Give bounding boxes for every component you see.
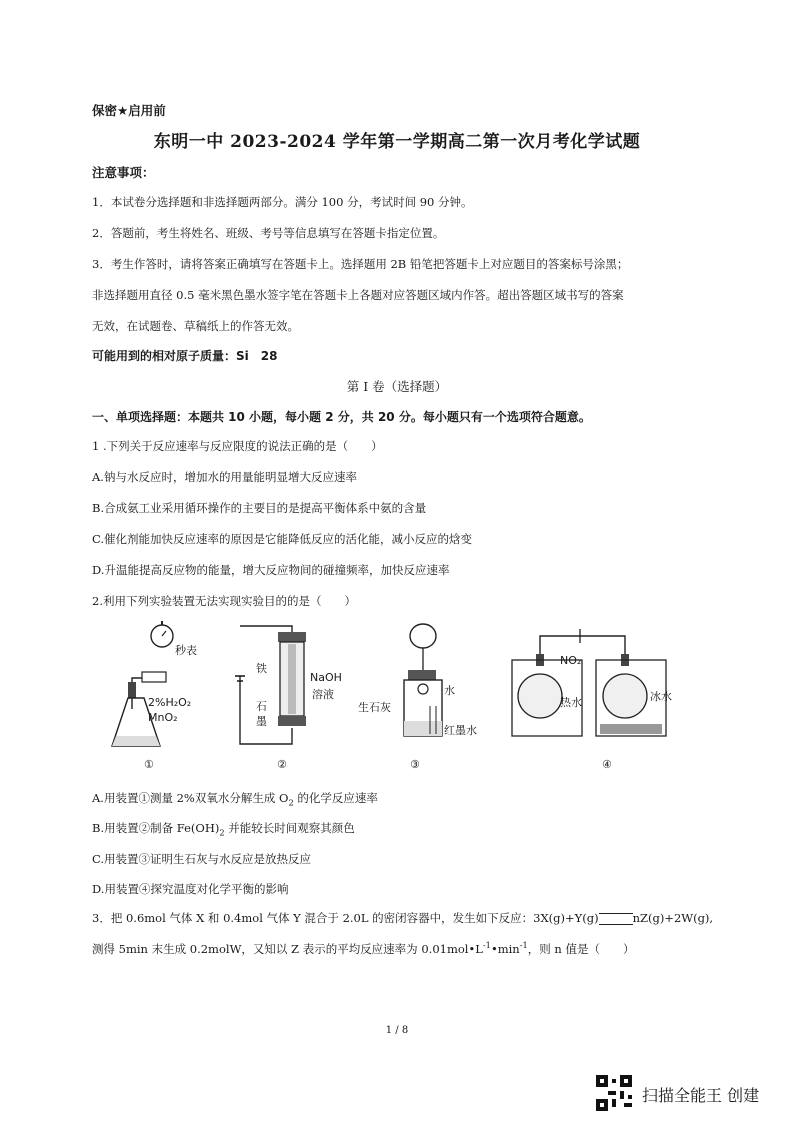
graphite-label-1: 石	[256, 700, 267, 713]
naoh-label: NaOH	[310, 671, 342, 684]
h2o2-label: 2%H₂O₂	[148, 696, 192, 709]
question-2-stem: 2.利用下列实验装置无法实现实验目的的是（ ）	[92, 594, 356, 608]
question-2-option-c: C.用装置③证明生石灰与水反应是放热反应	[92, 852, 312, 866]
quicklime-label: 生石灰	[358, 701, 391, 714]
question-1-option-a: A.钠与水反应时，增加水的用量能明显增大反应速率	[92, 470, 357, 484]
equilibrium-arrow	[599, 913, 633, 925]
question-3-line-1: 3．把 0.6mol 气体 X 和 0.4mol 气体 Y 混合于 2.0L 的密闭容器中，发生如下反应：3X(g)+Y(g) nZ(g)+2W(g),	[92, 911, 714, 925]
stopwatch-label: 秒表	[175, 644, 197, 657]
note-item: 非选择题用直径 0.5 毫米黑色墨水签字笔在答题卡上各题对应答题区域内作答。超出答题区域书写的答案	[92, 288, 624, 302]
apparatus-3-drawing	[356, 616, 486, 776]
water-label: 水	[444, 684, 455, 697]
question-2-option-d: D.用装置④探究温度对化学平衡的影响	[92, 882, 289, 896]
question-3-line-2: 测得 5min 末生成 0.2molW，又知以 Z 表示的平均反应速率为 $0.01mol•L^{-1}•\min^{-1}$，则 n 值是（ ）	[92, 940, 635, 956]
apparatus-2	[232, 616, 342, 776]
exam-title: 东明一中 2023-2024 学年第一学期高二第一次月考化学试题	[153, 132, 641, 152]
section-heading: 一、单项选择题：本题共 10 小题，每小题 2 分，共 20 分。每小题只有一个选项符合题意。	[92, 410, 591, 424]
note-item: 3．考生作答时，请将答案正确填写在答题卡上。选择题用 2B 铅笔把答题卡上对应题目的答案标号涂黑；	[92, 257, 629, 271]
question-1-stem: 1 .下列关于反应速率与反应限度的说法正确的是（ ）	[92, 439, 383, 453]
hot-water-label: 热水	[560, 696, 582, 709]
no2-label: NO₂	[560, 654, 582, 667]
qr-code-icon	[596, 1075, 632, 1111]
apparatus-1	[110, 616, 230, 776]
figure-number-1: ①	[144, 758, 154, 771]
page-number: 1 / 8	[385, 1025, 409, 1036]
ice-water-label: 冰水	[650, 690, 672, 703]
part-one-title: 第 I 卷（选择题）	[346, 379, 448, 394]
scanner-watermark: 扫描全能王 创建	[642, 1086, 760, 1105]
figure-number-2: ②	[277, 758, 287, 771]
question-1-option-d: D.升温能提高反应物的能量，增大反应物间的碰撞频率，加快反应速率	[92, 563, 450, 577]
question-2-option-a: A.用装置①测量 2%双氧水分解生成 $O_2$ 的化学反应速率	[92, 791, 378, 808]
note-item: 无效，在试题卷、草稿纸上的作答无效。	[92, 319, 299, 333]
note-item: 1．本试卷分选择题和非选择题两部分。满分 100 分，考试时间 90 分钟。	[92, 195, 473, 209]
note-item: 2．答题前，考生将姓名、班级、考号等信息填写在答题卡指定位置。	[92, 226, 445, 240]
question-1-option-c: C.催化剂能加快反应速率的原因是它能降低反应的活化能，减小反应的焓变	[92, 532, 473, 546]
iron-label: 铁	[256, 662, 267, 675]
apparatus-4	[510, 616, 700, 776]
notes-heading: 注意事项：	[92, 165, 155, 180]
graphite-label-2: 墨	[256, 715, 267, 728]
confidential-label: 保密★启用前	[92, 103, 166, 118]
apparatus-3	[356, 616, 486, 776]
red-ink-label: 红墨水	[444, 724, 477, 737]
solution-label: 溶液	[312, 688, 334, 701]
question-2-option-b: B.用装置②制备 $Fe(OH)_2$ 并能较长时间观察其颜色	[92, 821, 355, 838]
figure-number-4: ④	[602, 758, 612, 771]
mno2-label: MnO₂	[148, 711, 178, 724]
question-1-option-b: B.合成氨工业采用循环操作的主要目的是提高平衡体系中氨的含量	[92, 501, 427, 515]
atomic-mass-line: 可能用到的相对原子质量：Si 28	[92, 349, 278, 363]
figure-number-3: ③	[410, 758, 420, 771]
